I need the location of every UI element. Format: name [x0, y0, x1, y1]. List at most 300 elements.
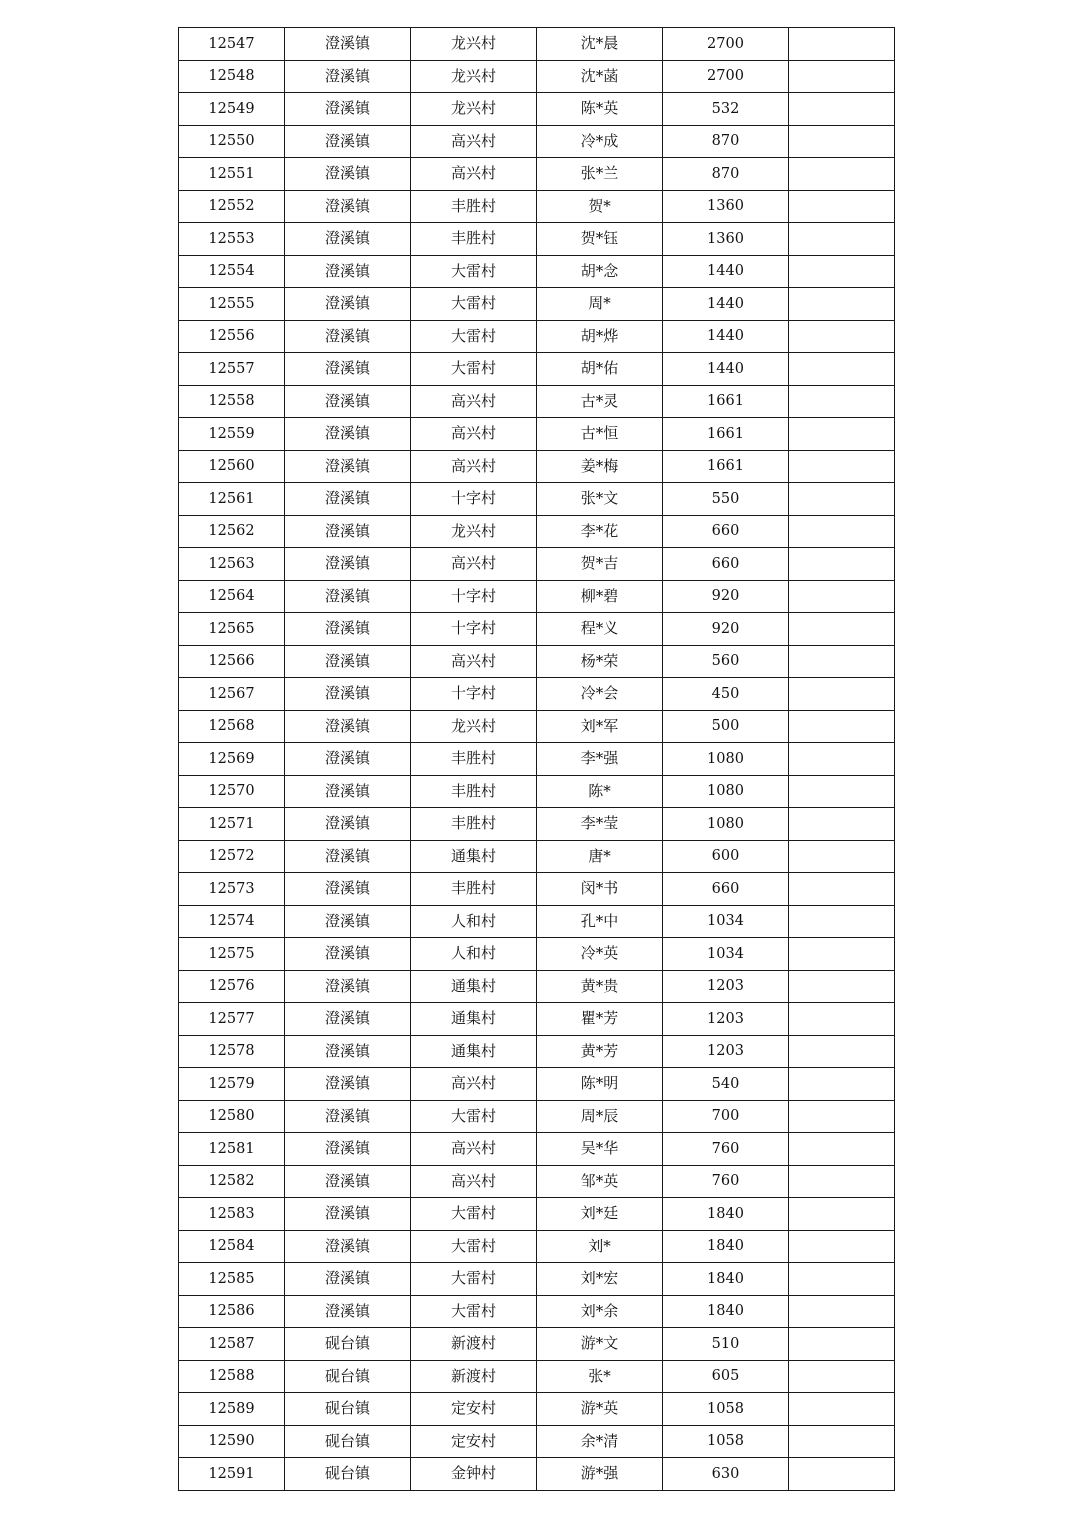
row-number-cell: 12550	[179, 125, 285, 158]
village-cell: 丰胜村	[411, 808, 537, 841]
table-row	[179, 775, 895, 808]
amount-cell: 1840	[663, 1295, 789, 1328]
name-cell: 姜*梅	[537, 450, 663, 483]
town-cell: 澄溪镇	[285, 450, 411, 483]
row-number-cell: 12561	[179, 483, 285, 516]
village-cell: 大雷村	[411, 1295, 537, 1328]
remark-cell	[789, 158, 895, 191]
remark-cell	[789, 970, 895, 1003]
town-cell: 澄溪镇	[285, 288, 411, 321]
table-row	[179, 385, 895, 418]
name-cell: 刘*宏	[537, 1263, 663, 1296]
remark-cell	[789, 1393, 895, 1426]
amount-cell: 660	[663, 548, 789, 581]
amount-cell: 2700	[663, 28, 789, 61]
table-row	[179, 548, 895, 581]
amount-cell: 1661	[663, 385, 789, 418]
town-cell: 澄溪镇	[285, 223, 411, 256]
remark-cell	[789, 450, 895, 483]
row-number-cell: 12583	[179, 1198, 285, 1231]
remark-cell	[789, 1230, 895, 1263]
table-row	[179, 1100, 895, 1133]
name-cell: 李*莹	[537, 808, 663, 841]
row-number-cell: 12587	[179, 1328, 285, 1361]
name-cell: 陈*英	[537, 93, 663, 126]
amount-cell: 1058	[663, 1425, 789, 1458]
village-cell: 人和村	[411, 938, 537, 971]
row-number-cell: 12558	[179, 385, 285, 418]
village-cell: 十字村	[411, 483, 537, 516]
name-cell: 刘*军	[537, 710, 663, 743]
village-cell: 龙兴村	[411, 93, 537, 126]
town-cell: 澄溪镇	[285, 1295, 411, 1328]
village-cell: 高兴村	[411, 645, 537, 678]
row-number-cell: 12560	[179, 450, 285, 483]
name-cell: 冷*英	[537, 938, 663, 971]
table-row	[179, 93, 895, 126]
village-cell: 大雷村	[411, 288, 537, 321]
name-cell: 贺*	[537, 190, 663, 223]
name-cell: 冷*成	[537, 125, 663, 158]
remark-cell	[789, 938, 895, 971]
table-row	[179, 255, 895, 288]
town-cell: 澄溪镇	[285, 1165, 411, 1198]
table-row	[179, 873, 895, 906]
table-row	[179, 158, 895, 191]
town-cell: 砚台镇	[285, 1360, 411, 1393]
remark-cell	[789, 1198, 895, 1231]
village-cell: 高兴村	[411, 385, 537, 418]
table-row	[179, 743, 895, 776]
town-cell: 澄溪镇	[285, 255, 411, 288]
amount-cell: 870	[663, 158, 789, 191]
row-number-cell: 12549	[179, 93, 285, 126]
remark-cell	[789, 613, 895, 646]
amount-cell: 1034	[663, 938, 789, 971]
remark-cell	[789, 580, 895, 613]
table-row	[179, 320, 895, 353]
amount-cell: 700	[663, 1100, 789, 1133]
table-row	[179, 450, 895, 483]
amount-cell: 1661	[663, 450, 789, 483]
name-cell: 贺*钰	[537, 223, 663, 256]
town-cell: 澄溪镇	[285, 873, 411, 906]
table-row	[179, 710, 895, 743]
village-cell: 龙兴村	[411, 515, 537, 548]
name-cell: 游*英	[537, 1393, 663, 1426]
remark-cell	[789, 1165, 895, 1198]
table-row	[179, 970, 895, 1003]
amount-cell: 532	[663, 93, 789, 126]
row-number-cell: 12562	[179, 515, 285, 548]
town-cell: 澄溪镇	[285, 970, 411, 1003]
table-row	[179, 1328, 895, 1361]
row-number-cell: 12579	[179, 1068, 285, 1101]
row-number-cell: 12564	[179, 580, 285, 613]
name-cell: 古*恒	[537, 418, 663, 451]
table-row	[179, 1295, 895, 1328]
row-number-cell: 12585	[179, 1263, 285, 1296]
row-number-cell: 12559	[179, 418, 285, 451]
amount-cell: 450	[663, 678, 789, 711]
row-number-cell: 12557	[179, 353, 285, 386]
table-row	[179, 223, 895, 256]
remark-cell	[789, 320, 895, 353]
row-number-cell: 12575	[179, 938, 285, 971]
town-cell: 澄溪镇	[285, 158, 411, 191]
table-row	[179, 1035, 895, 1068]
remark-cell	[789, 873, 895, 906]
table-row	[179, 1133, 895, 1166]
amount-cell: 920	[663, 613, 789, 646]
row-number-cell: 12591	[179, 1458, 285, 1491]
name-cell: 闵*书	[537, 873, 663, 906]
table-row	[179, 353, 895, 386]
row-number-cell: 12572	[179, 840, 285, 873]
town-cell: 澄溪镇	[285, 60, 411, 93]
town-cell: 澄溪镇	[285, 1100, 411, 1133]
row-number-cell: 12589	[179, 1393, 285, 1426]
amount-cell: 1203	[663, 970, 789, 1003]
amount-cell: 1440	[663, 288, 789, 321]
amount-cell: 1440	[663, 353, 789, 386]
village-cell: 人和村	[411, 905, 537, 938]
town-cell: 澄溪镇	[285, 808, 411, 841]
name-cell: 游*文	[537, 1328, 663, 1361]
table-row	[179, 288, 895, 321]
amount-cell: 600	[663, 840, 789, 873]
name-cell: 黄*贵	[537, 970, 663, 1003]
town-cell: 澄溪镇	[285, 580, 411, 613]
table-row	[179, 580, 895, 613]
table-row	[179, 125, 895, 158]
town-cell: 澄溪镇	[285, 28, 411, 61]
remark-cell	[789, 1035, 895, 1068]
town-cell: 澄溪镇	[285, 1003, 411, 1036]
amount-cell: 1203	[663, 1003, 789, 1036]
name-cell: 张*兰	[537, 158, 663, 191]
row-number-cell: 12578	[179, 1035, 285, 1068]
remark-cell	[789, 548, 895, 581]
name-cell: 李*花	[537, 515, 663, 548]
row-number-cell: 12569	[179, 743, 285, 776]
remark-cell	[789, 1458, 895, 1491]
amount-cell: 760	[663, 1133, 789, 1166]
village-cell: 高兴村	[411, 158, 537, 191]
row-number-cell: 12551	[179, 158, 285, 191]
village-cell: 龙兴村	[411, 28, 537, 61]
remark-cell	[789, 190, 895, 223]
table-row	[179, 678, 895, 711]
table-row	[179, 1230, 895, 1263]
town-cell: 澄溪镇	[285, 613, 411, 646]
name-cell: 胡*念	[537, 255, 663, 288]
village-cell: 丰胜村	[411, 223, 537, 256]
table-row	[179, 28, 895, 61]
village-cell: 金钟村	[411, 1458, 537, 1491]
remark-cell	[789, 808, 895, 841]
row-number-cell: 12556	[179, 320, 285, 353]
remark-cell	[789, 1100, 895, 1133]
remark-cell	[789, 255, 895, 288]
amount-cell: 920	[663, 580, 789, 613]
village-cell: 高兴村	[411, 418, 537, 451]
row-number-cell: 12563	[179, 548, 285, 581]
village-cell: 龙兴村	[411, 60, 537, 93]
row-number-cell: 12588	[179, 1360, 285, 1393]
village-cell: 高兴村	[411, 1133, 537, 1166]
row-number-cell: 12581	[179, 1133, 285, 1166]
town-cell: 澄溪镇	[285, 775, 411, 808]
village-cell: 大雷村	[411, 353, 537, 386]
name-cell: 余*清	[537, 1425, 663, 1458]
name-cell: 张*	[537, 1360, 663, 1393]
row-number-cell: 12586	[179, 1295, 285, 1328]
subsidy-list-table	[178, 27, 895, 1491]
amount-cell: 2700	[663, 60, 789, 93]
name-cell: 冷*会	[537, 678, 663, 711]
remark-cell	[789, 1003, 895, 1036]
name-cell: 吴*华	[537, 1133, 663, 1166]
town-cell: 砚台镇	[285, 1328, 411, 1361]
table-row	[179, 60, 895, 93]
table-row	[179, 1263, 895, 1296]
town-cell: 澄溪镇	[285, 678, 411, 711]
amount-cell: 660	[663, 873, 789, 906]
town-cell: 砚台镇	[285, 1458, 411, 1491]
village-cell: 定安村	[411, 1393, 537, 1426]
village-cell: 大雷村	[411, 320, 537, 353]
remark-cell	[789, 775, 895, 808]
name-cell: 张*文	[537, 483, 663, 516]
name-cell: 贺*吉	[537, 548, 663, 581]
table-row	[179, 613, 895, 646]
amount-cell: 630	[663, 1458, 789, 1491]
remark-cell	[789, 288, 895, 321]
name-cell: 刘*余	[537, 1295, 663, 1328]
name-cell: 李*强	[537, 743, 663, 776]
name-cell: 沈*菡	[537, 60, 663, 93]
village-cell: 新渡村	[411, 1360, 537, 1393]
village-cell: 通集村	[411, 1035, 537, 1068]
amount-cell: 1440	[663, 320, 789, 353]
village-cell: 通集村	[411, 840, 537, 873]
name-cell: 游*强	[537, 1458, 663, 1491]
village-cell: 丰胜村	[411, 873, 537, 906]
remark-cell	[789, 1068, 895, 1101]
row-number-cell: 12577	[179, 1003, 285, 1036]
village-cell: 通集村	[411, 1003, 537, 1036]
row-number-cell: 12555	[179, 288, 285, 321]
row-number-cell: 12580	[179, 1100, 285, 1133]
table-row	[179, 1068, 895, 1101]
row-number-cell: 12571	[179, 808, 285, 841]
name-cell: 周*	[537, 288, 663, 321]
row-number-cell: 12552	[179, 190, 285, 223]
town-cell: 澄溪镇	[285, 125, 411, 158]
amount-cell: 760	[663, 1165, 789, 1198]
village-cell: 大雷村	[411, 255, 537, 288]
remark-cell	[789, 60, 895, 93]
village-cell: 通集村	[411, 970, 537, 1003]
row-number-cell: 12573	[179, 873, 285, 906]
amount-cell: 510	[663, 1328, 789, 1361]
row-number-cell: 12574	[179, 905, 285, 938]
amount-cell: 605	[663, 1360, 789, 1393]
remark-cell	[789, 483, 895, 516]
amount-cell: 1360	[663, 223, 789, 256]
table-row	[179, 808, 895, 841]
row-number-cell: 12566	[179, 645, 285, 678]
name-cell: 陈*明	[537, 1068, 663, 1101]
town-cell: 澄溪镇	[285, 1263, 411, 1296]
town-cell: 澄溪镇	[285, 905, 411, 938]
village-cell: 十字村	[411, 580, 537, 613]
remark-cell	[789, 28, 895, 61]
village-cell: 大雷村	[411, 1230, 537, 1263]
village-cell: 丰胜村	[411, 775, 537, 808]
town-cell: 澄溪镇	[285, 418, 411, 451]
village-cell: 高兴村	[411, 1068, 537, 1101]
amount-cell: 560	[663, 645, 789, 678]
amount-cell: 1080	[663, 775, 789, 808]
amount-cell: 1080	[663, 743, 789, 776]
remark-cell	[789, 418, 895, 451]
amount-cell: 660	[663, 515, 789, 548]
town-cell: 澄溪镇	[285, 1198, 411, 1231]
amount-cell: 1203	[663, 1035, 789, 1068]
table-row	[179, 1425, 895, 1458]
remark-cell	[789, 223, 895, 256]
village-cell: 大雷村	[411, 1198, 537, 1231]
village-cell: 丰胜村	[411, 190, 537, 223]
row-number-cell: 12568	[179, 710, 285, 743]
table-row	[179, 1003, 895, 1036]
amount-cell: 870	[663, 125, 789, 158]
name-cell: 程*义	[537, 613, 663, 646]
remark-cell	[789, 1425, 895, 1458]
remark-cell	[789, 93, 895, 126]
village-cell: 大雷村	[411, 1263, 537, 1296]
remark-cell	[789, 840, 895, 873]
row-number-cell: 12548	[179, 60, 285, 93]
village-cell: 十字村	[411, 613, 537, 646]
town-cell: 澄溪镇	[285, 320, 411, 353]
name-cell: 唐*	[537, 840, 663, 873]
village-cell: 丰胜村	[411, 743, 537, 776]
remark-cell	[789, 353, 895, 386]
village-cell: 高兴村	[411, 548, 537, 581]
amount-cell: 1080	[663, 808, 789, 841]
town-cell: 澄溪镇	[285, 483, 411, 516]
village-cell: 高兴村	[411, 125, 537, 158]
name-cell: 刘*	[537, 1230, 663, 1263]
town-cell: 澄溪镇	[285, 385, 411, 418]
table-row	[179, 905, 895, 938]
table-row	[179, 938, 895, 971]
village-cell: 大雷村	[411, 1100, 537, 1133]
name-cell: 沈*晨	[537, 28, 663, 61]
name-cell: 瞿*芳	[537, 1003, 663, 1036]
remark-cell	[789, 743, 895, 776]
table-row	[179, 1458, 895, 1491]
table-row	[179, 515, 895, 548]
remark-cell	[789, 125, 895, 158]
town-cell: 澄溪镇	[285, 1035, 411, 1068]
amount-cell: 1058	[663, 1393, 789, 1426]
town-cell: 澄溪镇	[285, 548, 411, 581]
remark-cell	[789, 1295, 895, 1328]
row-number-cell: 12567	[179, 678, 285, 711]
name-cell: 杨*荣	[537, 645, 663, 678]
remark-cell	[789, 385, 895, 418]
table-row	[179, 483, 895, 516]
row-number-cell: 12576	[179, 970, 285, 1003]
table-row	[179, 1198, 895, 1231]
name-cell: 孔*中	[537, 905, 663, 938]
amount-cell: 1840	[663, 1230, 789, 1263]
remark-cell	[789, 1263, 895, 1296]
name-cell: 柳*碧	[537, 580, 663, 613]
remark-cell	[789, 1328, 895, 1361]
town-cell: 澄溪镇	[285, 93, 411, 126]
village-cell: 定安村	[411, 1425, 537, 1458]
town-cell: 澄溪镇	[285, 1230, 411, 1263]
amount-cell: 1840	[663, 1198, 789, 1231]
amount-cell: 1840	[663, 1263, 789, 1296]
name-cell: 胡*烨	[537, 320, 663, 353]
name-cell: 古*灵	[537, 385, 663, 418]
town-cell: 砚台镇	[285, 1425, 411, 1458]
town-cell: 澄溪镇	[285, 710, 411, 743]
village-cell: 高兴村	[411, 1165, 537, 1198]
remark-cell	[789, 1360, 895, 1393]
village-cell: 新渡村	[411, 1328, 537, 1361]
table-row	[179, 190, 895, 223]
row-number-cell: 12547	[179, 28, 285, 61]
town-cell: 澄溪镇	[285, 938, 411, 971]
amount-cell: 500	[663, 710, 789, 743]
table-row	[179, 840, 895, 873]
town-cell: 澄溪镇	[285, 1133, 411, 1166]
amount-cell: 1440	[663, 255, 789, 288]
village-cell: 龙兴村	[411, 710, 537, 743]
table-row	[179, 418, 895, 451]
town-cell: 澄溪镇	[285, 190, 411, 223]
town-cell: 砚台镇	[285, 1393, 411, 1426]
remark-cell	[789, 905, 895, 938]
amount-cell: 1360	[663, 190, 789, 223]
remark-cell	[789, 1133, 895, 1166]
row-number-cell: 12582	[179, 1165, 285, 1198]
amount-cell: 1661	[663, 418, 789, 451]
table-row	[179, 645, 895, 678]
name-cell: 陈*	[537, 775, 663, 808]
remark-cell	[789, 710, 895, 743]
town-cell: 澄溪镇	[285, 743, 411, 776]
town-cell: 澄溪镇	[285, 515, 411, 548]
amount-cell: 550	[663, 483, 789, 516]
remark-cell	[789, 678, 895, 711]
row-number-cell: 12565	[179, 613, 285, 646]
table-body	[179, 28, 895, 1491]
remark-cell	[789, 515, 895, 548]
name-cell: 邹*英	[537, 1165, 663, 1198]
village-cell: 高兴村	[411, 450, 537, 483]
amount-cell: 1034	[663, 905, 789, 938]
row-number-cell: 12553	[179, 223, 285, 256]
amount-cell: 540	[663, 1068, 789, 1101]
